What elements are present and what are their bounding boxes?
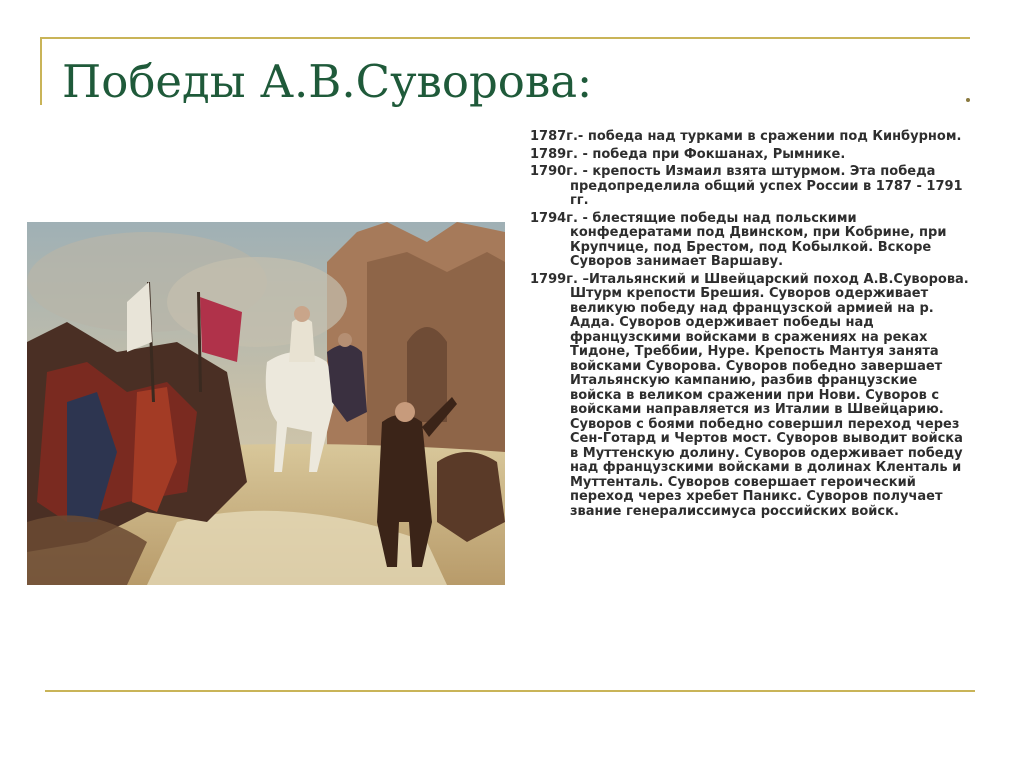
bottom-decorative-rule	[45, 690, 975, 692]
slide-title: Победы А.В.Суворова:	[62, 55, 593, 108]
battle-painting	[27, 222, 505, 585]
list-item: 1787г.- победа над турками в сражении под Кинбурном.	[530, 129, 962, 144]
list-item: 1789г. - победа при Фокшанах, Рымнике.	[530, 146, 846, 162]
list-item: 1794г. - блестящие победы над польскими конфедератами под Двинском, при Кобрине, при Крупчице, под Брестом, под Кобылкой. Вскоре Суворов занимает Варшаву.	[530, 210, 947, 269]
left-decorative-rule	[40, 37, 42, 105]
list-item: 1799г. –Итальянский и Швейцарский поход А.В.Суворова. Штурм крепости Брешия. Суворов одерживает великую победу над французской армией на р. Адда. Суворов одерживает победы над французскими войсками в сражениях на реках Тидоне, Треббии, Нуре. Крепость Мантуя занята войсками Суворова. Суворов победно завершает Итальянскую кампанию, разбив французские войска в великом сражении при Нови. Суворов с войсками направляется из Италии в Швейцарию. Суворов с боями победно совершил переход через Сен-Готард и Чертов мост. Суворов выводит войска в Муттенскую долину. Суворов одерживает победу над французскими войсками в долинах Клентaль и Муттенталь. Суворов совершает героический переход через хребет Паникс. Суворов получает звание генералиссимуса российских войск.	[530, 271, 969, 519]
list-item: 1790г. - крепость Измаил взята штурмом. Эта победа предопределила общий успех России в 1787 - 1791 гг.	[530, 164, 963, 208]
victories-list	[530, 130, 970, 522]
decorative-dot	[966, 98, 970, 102]
top-decorative-rule	[40, 37, 970, 39]
